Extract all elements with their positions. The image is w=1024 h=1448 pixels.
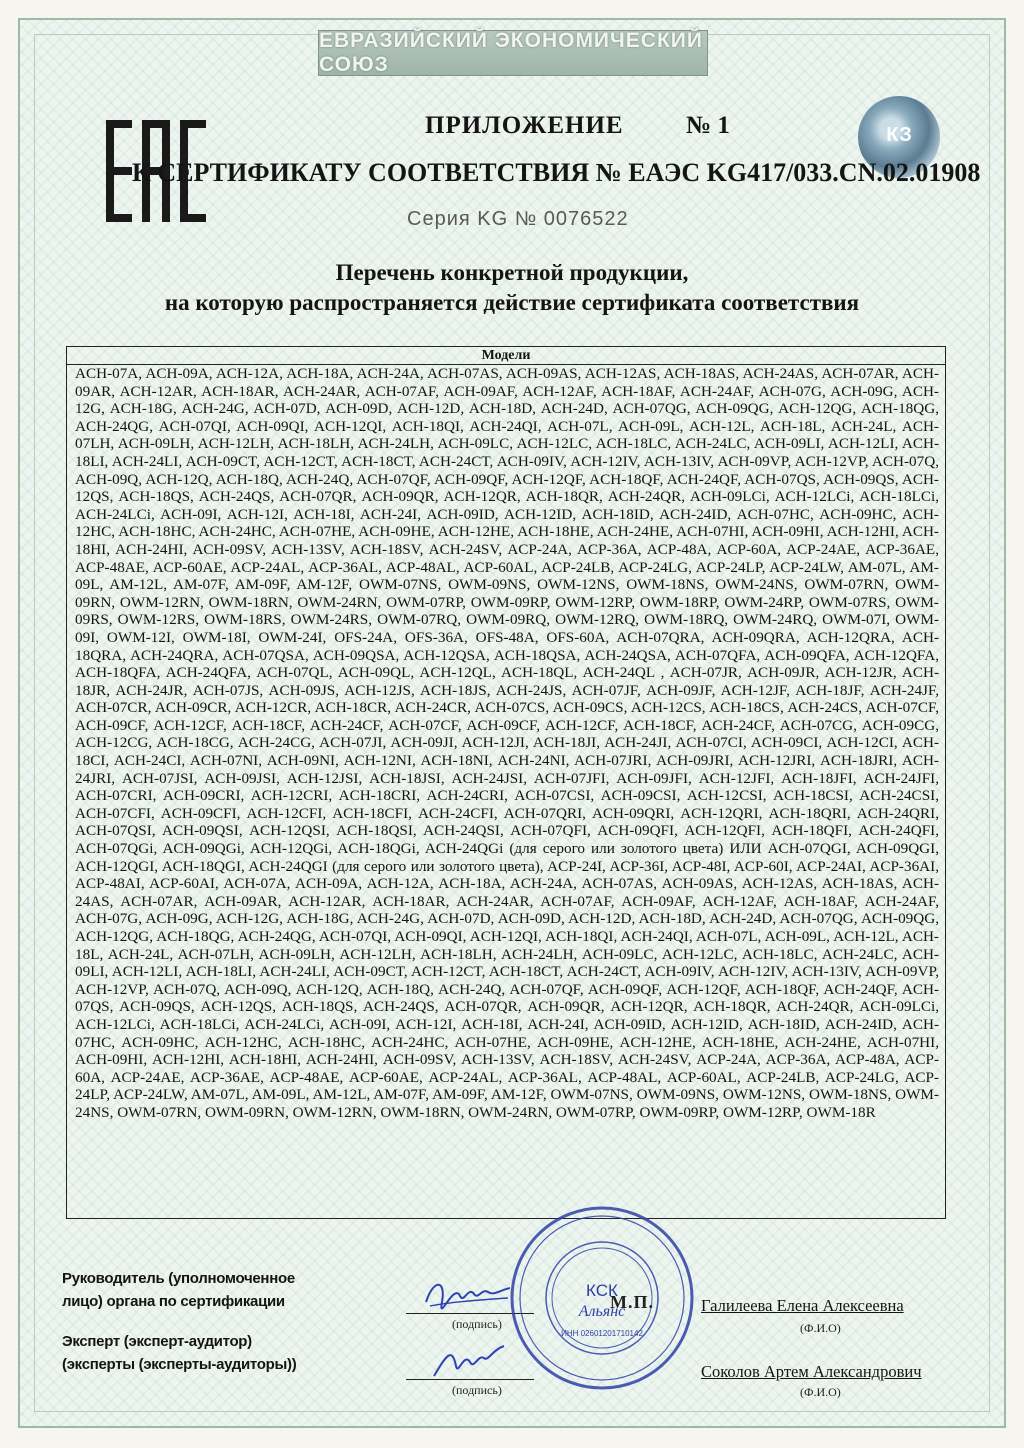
certificate-title: К СЕРТИФИКАТУ СООТВЕТСТВИЯ № ЕАЭС KG417/033.CN.02.01908 (132, 158, 981, 187)
head-fio-caption: (Ф.И.О) (800, 1321, 841, 1335)
expert-fio-caption: (Ф.И.О) (800, 1385, 841, 1399)
products-heading-line1: Перечень конкретной продукции, (335, 260, 689, 285)
products-heading-line2: на которую распространяется действие сертификата соответствия (164, 290, 860, 315)
head-signature-caption: (подпись) (452, 1317, 502, 1331)
union-banner (318, 30, 708, 76)
models-list: ACH-07A, ACH-09A, ACH-12A, ACH-18A, ACH-24A, ACH-07AS, ACH-09AS, ACH-12AS, ACH-18AS, ACH-24AS, ACH-07AR, ACH-09AR, ACH-12AR, ACH-18AR, ACH-24AR, ACH-07AF, ACH-09AF, ACH-12AF, ACH-18AF, ACH-24AF, ACH-07G, ACH-09G, ACH-12G, ACH-18G, ACH-24G, ACH-07D, ACH-09D, ACH-12D, ACH-18D, ACH-24D, ACH-07QG, ACH-09QG, ACH-12QG, ACH-18QG, ACH-24QG, ACH-07QI, ACH-09QI, ACH-12QI, ACH-18QI, ACH-24QI, ACH-07L, ACH-09L, ACH-12L, ACH-18L, ACH-24L, ACH-07LH, ACH-09LH, ACH-12LH, ACH-18LH, ACH-24LH, ACH-09LC, ACH-12LC, ACH-18LC, ACH-24LC, ACH-09LI, ACH-12LI, ACH-18LI, ACH-24LI, ACH-09CT, ACH-12CT, ACH-18CT, ACH-24CT, ACH-09IV, ACH-12IV, ACH-13IV, ACH-09VP, ACH-12VP, ACH-07Q, ACH-09Q, ACH-12Q, ACH-18Q, ACH-24Q, ACH-07QF, ACH-09QF, ACH-12QF, ACH-18QF, ACH-24QF, ACH-07QS, ACH-09QS, ACH-12QS, ACH-18QS, ACH-24QS, ACH-07QR, ACH-09QR, ACH-12QR, ACH-18QR, ACH-24QR, ACH-09LCi, ACH-12LCi, ACH-18LCi, ACH-24LCi, ACH-09I, ACH-12I, ACH-18I, ACH-24I, ACH-09ID, ACH-12ID, ACH-18ID, ACH-24ID, ACH-07HC, ACH-09HC, ACH-12HC, ACH-18HC, ACH-24HC, ACH-07HE, ACH-09HE, ACH-12HE, ACH-18HE, ACH-24HE, ACH-07HI, ACH-09HI, ACH-12HI, ACH-18HI, ACH-24HI, ACH-09SV, ACH-13SV, ACH-18SV, ACH-24SV, ACP-24A, ACP-36A, ACP-48A, ACP-60A, ACP-24AE, ACP-36AE, ACP-48AE, ACP-60AE, ACP-24AL, ACP-36AL, ACP-48AL, ACP-60AL, ACP-24LB, ACP-24LG, ACP-24LP, ACP-24LW, AM-07L, AM-09L, AM-12L, AM-07F, AM-09F, AM-12F, OWM-07NS, OWM-09NS, OWM-12NS, OWM-18NS, OWM-24NS, OWM-07RN, OWM-09RN, OWM-12RN, OWM-18RN, OWM-24RN, OWM-07RP, OWM-09RP, OWM-12RP, OWM-18RP, OWM-24RP, OWM-07RS, OWM-09RS, OWM-12RS, OWM-18RS, OWM-24RS, OWM-07RQ, OWM-09RQ, OWM-12RQ, OWM-18RQ, OWM-24RQ, OWM-07I, OWM-09I, OWM-12I, OWM-18I, OWM-24I, OFS-24A, OFS-36A, OFS-48A, OFS-60A, ACH-07QRA, ACH-09QRA, ACH-12QRA, ACH-18QRA, ACH-24QRA, ACH-07QSA, ACH-09QSA, ACH-12QSA, ACH-18QSA, ACH-24QSA, ACH-07QFA, ACH-09QFA, ACH-12QFA, ACH-18QFA, ACH-24QFA, ACH-07QL, ACH-09QL, ACH-12QL, ACH-18QL, ACH-24QL , ACH-07JR, ACH-09JR, ACH-12JR, ACH-18JR, ACH-24JR, ACH-07JS, ACH-09JS, ACH-12JS, ACH-18JS, ACH-24JS, ACH-07JF, ACH-09JF, ACH-12JF, ACH-18JF, ACH-24JF, ACH-07CR, ACH-09CR, ACH-12CR, ACH-18CR, ACH-24CR, ACH-07CS, ACH-09CS, ACH-12CS, ACH-18CS, ACH-24CS, ACH-07CF, ACH-09CF, ACH-12CF, ACH-18CF, ACH-24CF, ACH-07CF, ACH-09CF, ACH-12CF, ACH-18CF, ACH-24CF, ACH-07CG, ACH-09CG, ACH-12CG, ACH-18CG, ACH-24CG, ACH-07JI, ACH-09JI, ACH-12JI, ACH-18JI, ACH-24JI, ACH-07CI, ACH-09CI, ACH-12CI, ACH-18CI, ACH-24CI, ACH-07NI, ACH-09NI, ACH-12NI, ACH-18NI, ACH-24NI, ACH-07JRI, ACH-09JRI, ACH-12JRI, ACH-18JRI, ACH-24JRI, ACH-07JSI, ACH-09JSI, ACH-12JSI, ACH-18JSI, ACH-24JSI, ACH-07JFI, ACH-09JFI, ACH-12JFI, ACH-18JFI, ACH-24JFI, ACH-07CRI, ACH-09CRI, ACH-12CRI, ACH-18CRI, ACH-24CRI, ACH-07CSI, ACH-09CSI, ACH-12CSI, ACH-18CSI, ACH-24CSI, ACH-07CFI, ACH-09CFI, ACH-12CFI, ACH-18CFI, ACH-24CFI, ACH-07QRI, ACH-09QRI, ACH-12QRI, ACH-18QRI, ACH-24QRI, ACH-07QSI, ACH-09QSI, ACH-12QSI, ACH-18QSI, ACH-24QSI, ACH-07QFI, ACH-09QFI, ACH-12QFI, ACH-18QFI, ACH-24QFI, ACH-07QGi, ACH-09QGi, ACH-12QGi, ACH-18QGi, ACH-24QGi (для серого или золотого цвета) ИЛИ ACH-07QGI, ACH-09QGI, ACH-12QGI, ACH-18QGI, ACH-24QGI (для серого или золотого цвета), ACP-24I, ACP-36I, ACP-48I, ACP-60I, ACP-24AI, ACP-36AI, ACP-48AI, ACP-60AI, ACH-07A, ACH-09A, ACH-12A, ACH-18A, ACH-24A, ACH-07AS, ACH-09AS, ACH-12AS, ACH-18AS, ACH-24AS, ACH-07AR, ACH-09AR, ACH-12AR, ACH-18AR, ACH-24AR, ACH-07AF, ACH-09AF, ACH-12AF, ACH-18AF, ACH-24AF, ACH-07G, ACH-09G, ACH-12G, ACH-18G, ACH-24G, ACH-07D, ACH-09D, ACH-12D, ACH-18D, ACH-24D, ACH-07QG, ACH-09QG, ACH-12QG, ACH-18QG, ACH-24QG, ACH-07QI, ACH-09QI, ACH-12QI, ACH-18QI, ACH-24QI, ACH-07L, ACH-09L, ACH-12L, ACH-18L, ACH-24L, ACH-07LH, ACH-09LH, ACH-12LH, ACH-18LH, ACH-24LH, ACH-09LC, ACH-12LC, ACH-18LC, ACH-24LC, ACH-09LI, ACH-12LI, ACH-18LI, ACH-24LI, ACH-09CT, ACH-12CT, ACH-18CT, ACH-24CT, ACH-09IV, ACH-12IV, ACH-13IV, ACH-09VP, ACH-12VP, ACH-07Q, ACH-09Q, ACH-12Q, ACH-18Q, ACH-24Q, ACH-07QF, ACH-09QF, ACH-12QF, ACH-18QF, ACH-24QF, ACH-07QS, ACH-09QS, ACH-12QS, ACH-18QS, ACH-24QS, ACH-07QR, ACH-09QR, ACH-12QR, ACH-18QR, ACH-24QR, ACH-09LCi, ACH-12LCi, ACH-18LCi, ACH-24LCi, ACH-09I, ACH-12I, ACH-18I, ACH-24I, ACH-09ID, ACH-12ID, ACH-18ID, ACH-24ID, ACH-07HC, ACH-09HC, ACH-12HC, ACH-18HC, ACH-24HC, ACH-07HE, ACH-09HE, ACH-12HE, ACH-18HE, ACH-24HE, ACH-07HI, ACH-09HI, ACH-12HI, ACH-18HI, ACH-24HI, ACH-09SV, ACH-13SV, ACH-18SV, ACH-24SV, ACP-24A, ACP-36A, ACP-48A, ACP-60A, ACP-24AE, ACP-36AE, ACP-48AE, ACP-60AE, ACP-24AL, ACP-36AL, ACP-48AL, ACP-60AL, ACP-24LB, ACP-24LG, ACP-24LP, ACP-24LW, AM-07L, AM-09L, AM-12L, AM-07F, AM-09F, AM-12F, OWM-07NS, OWM-09NS, OWM-12NS, OWM-18NS, OWM-24NS, OWM-07RN, OWM-09RN, OWM-12RN, OWM-18RN, OWM-24RN, OWM-07RP, OWM-09RP, OWM-12RP, OWM-18R (75, 365, 939, 1121)
hologram-text: КЗ (886, 124, 912, 146)
appendix-title: ПРИЛОЖЕНИЕ (425, 112, 624, 139)
head-label-line1: Руководитель (уполномоченное (62, 1270, 295, 1287)
head-label-line2: лицо) органа по сертификации (62, 1293, 285, 1310)
union-banner-text: ЕВРАЗИЙСКИЙ ЭКОНОМИЧЕСКИЙ СОЮЗ (319, 29, 703, 76)
head-signature (420, 1272, 516, 1316)
seal-inn: ИНН 02601201710142 (561, 1329, 643, 1338)
expert-signature-caption: (подпись) (452, 1383, 502, 1397)
appendix-number: № 1 (686, 112, 730, 139)
expert-name: Соколов Артем Александрович (701, 1362, 922, 1381)
models-table (66, 346, 946, 1219)
expert-label-line1: Эксперт (эксперт-аудитор) (62, 1333, 252, 1350)
models-header: Модели (67, 347, 945, 365)
head-name: Галилеева Елена Алексеевна (701, 1296, 904, 1315)
series-number: Серия KG № 0076522 (407, 208, 629, 230)
seal-center-top: КСК (586, 1281, 618, 1300)
seal-center-bottom: Альянс (578, 1303, 626, 1320)
expert-label-line2: (эксперты (эксперты-аудиторы)) (62, 1356, 297, 1373)
organization-seal (508, 1204, 696, 1392)
expert-signature (430, 1342, 510, 1382)
stamp-mark: М.П. (610, 1292, 654, 1312)
